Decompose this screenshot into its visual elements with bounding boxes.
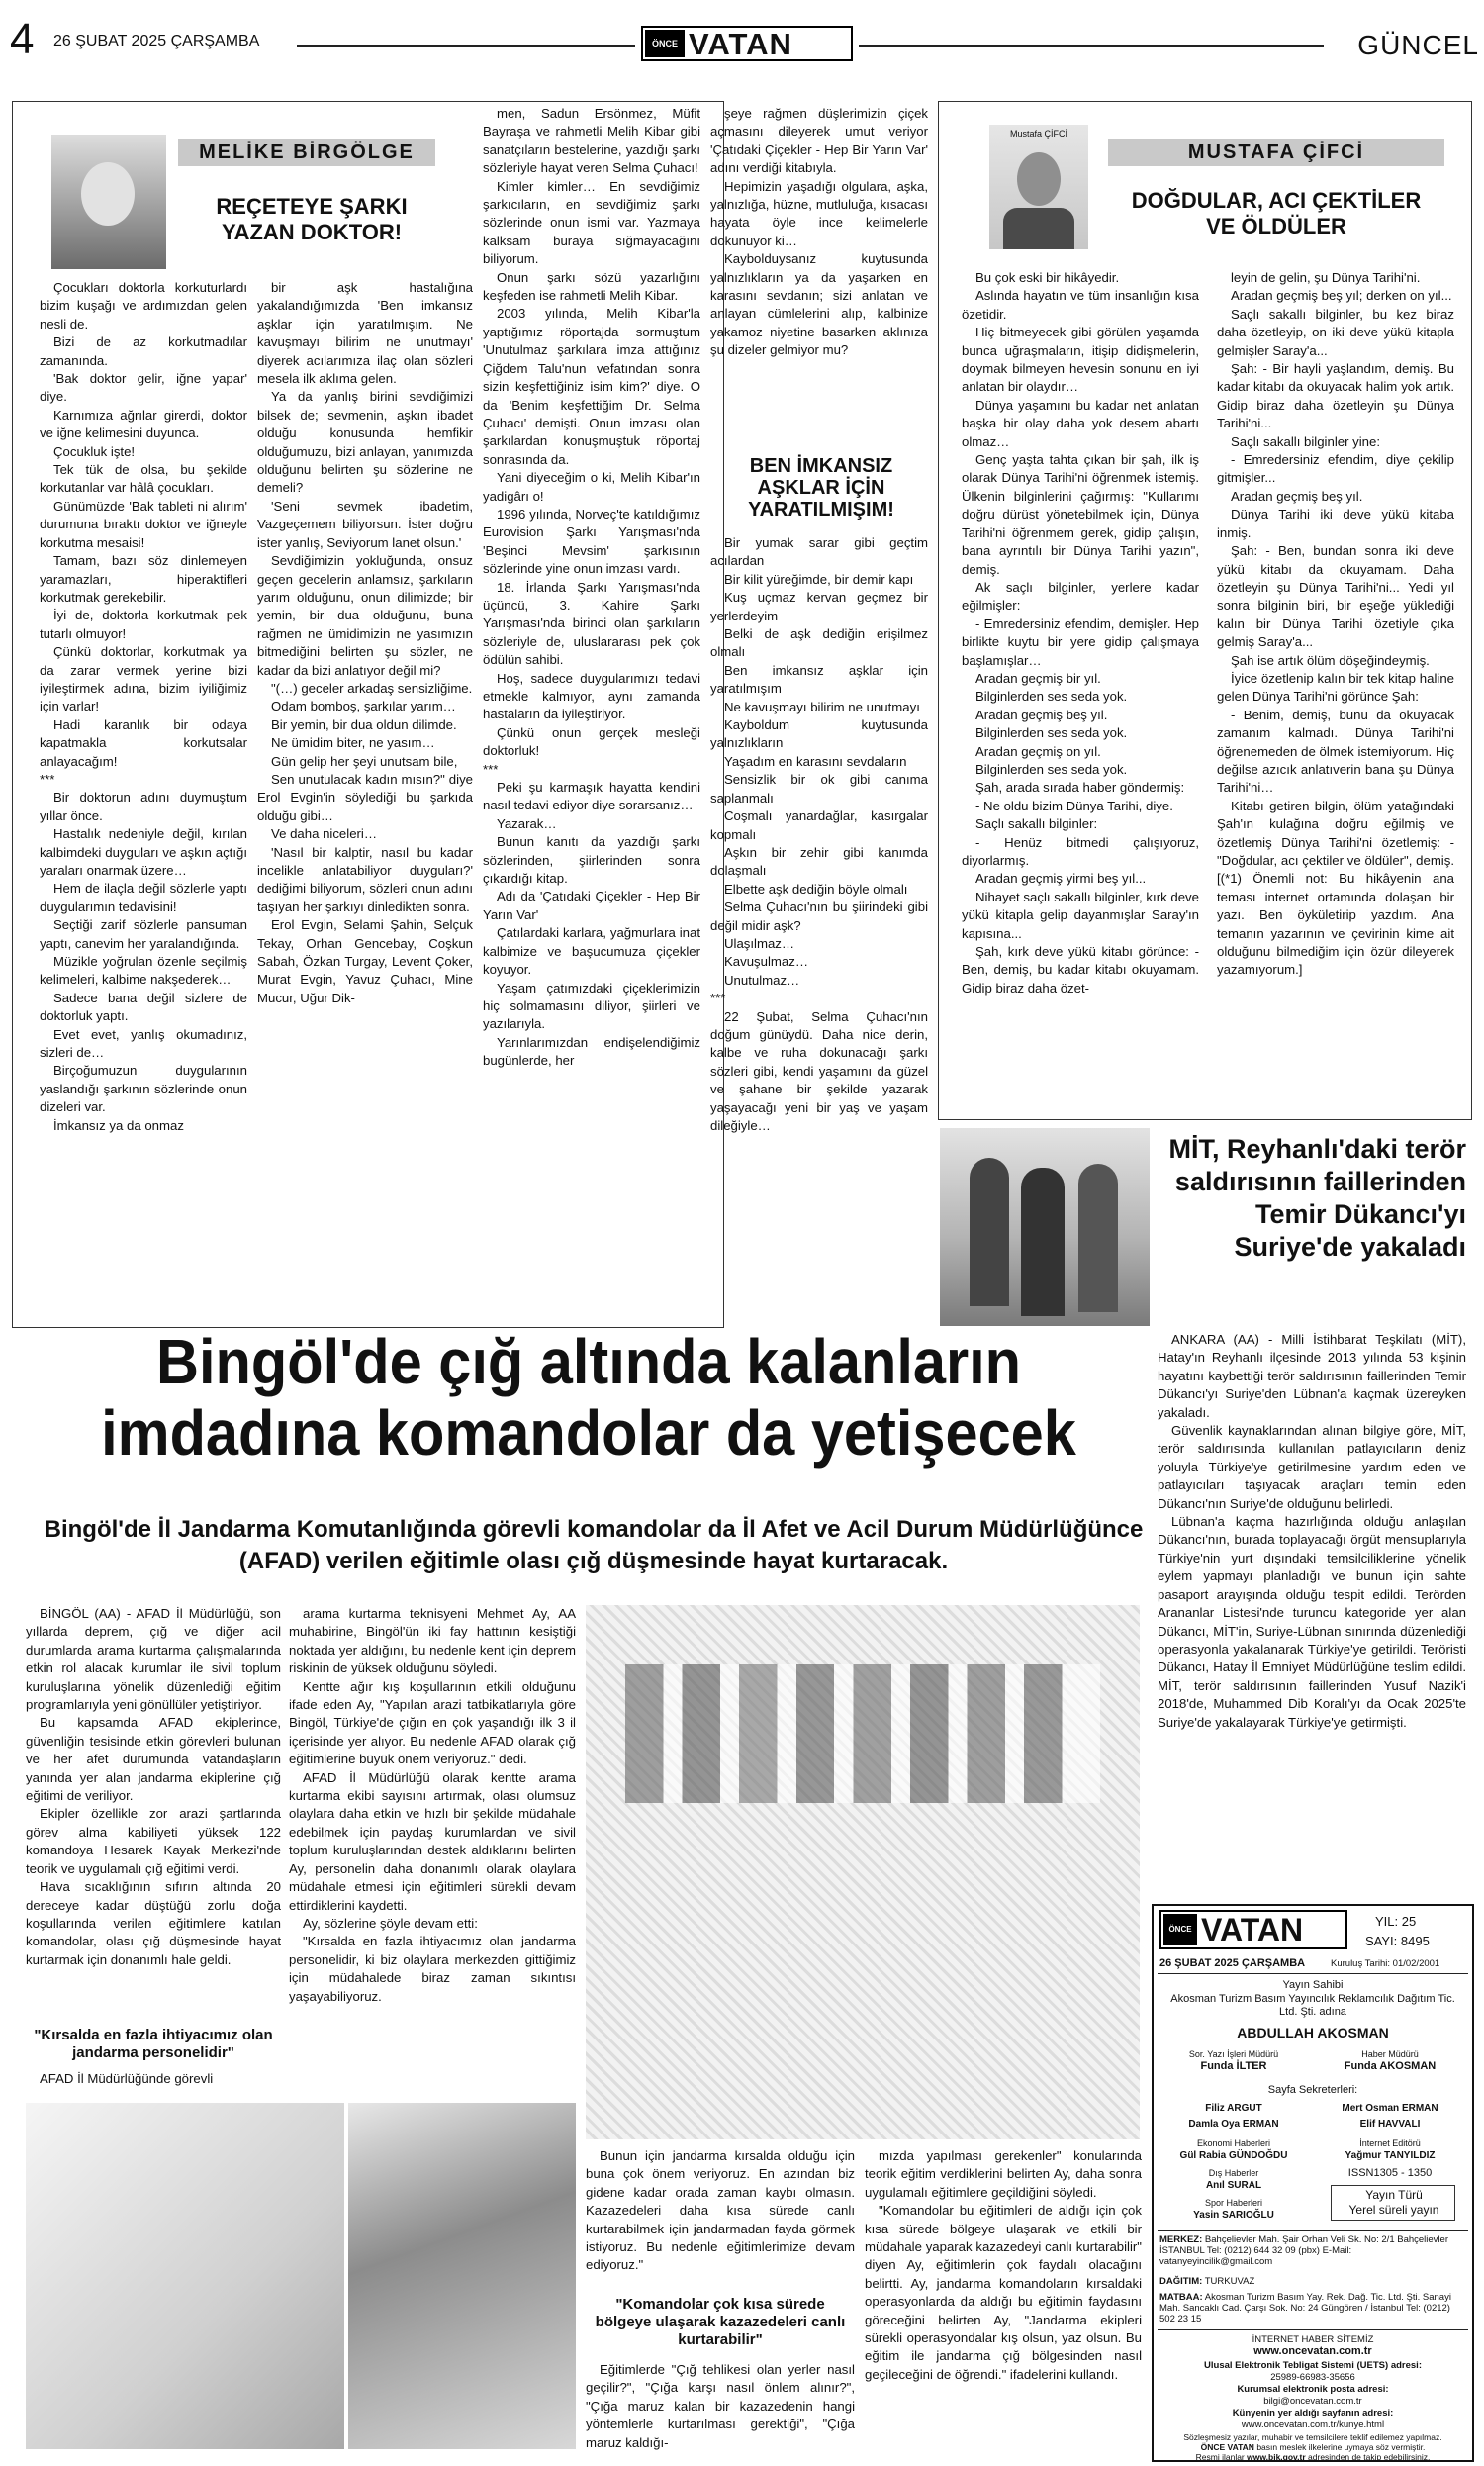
paragraph: Dünya yaşamını bu kadar net anlatan başka bir olay daha yok desem abartı olmaz… <box>962 397 1199 449</box>
melike-text-col4b <box>710 534 928 1321</box>
column-title-melike: REÇETEYE ŞARKI YAZAN DOKTOR! <box>216 194 408 244</box>
paragraph: Birçoğumuzun duygularının yaslandığı şarkının sözlerinde onun dizeleri var. <box>40 1063 247 1115</box>
paragraph: Aradan geçmiş beş yıl. <box>1231 488 1363 504</box>
ads-link[interactable]: www.bik.gov.tr <box>1247 2452 1306 2462</box>
paragraph: Bir yumak sarar gibi geçtim acılardan <box>710 535 928 569</box>
photo-caption: Mustafa ÇİFCİ <box>1009 129 1067 139</box>
paragraph: men, Sadun Ersönmez, Müfit Bayraşa ve rahmetli Melih Kibar gibi sanatçıların bestelerine, yazdığı şarkı sözleriyle hayat veren Selma Çuhacı! <box>483 106 700 176</box>
paragraph: Unutulmaz… <box>724 972 800 988</box>
paragraph: Tamam, bazı söz dinlemeyen yaramazları, hiperaktifleri korkutmak gerekebilir. <box>40 553 247 605</box>
paragraph: 'Nasıl bir kalptir, nasıl bu kadar incelikle anlatabiliyor duyguları?' dediğimi biliyorum, sözleri onun adını taşıyan her şarkıyı dinledikten sonra. <box>257 844 473 914</box>
paragraph: 22 Şubat, Selma Çuhacı'nın doğum günüydü. Daha nice derin, kalbe ve ruha dokunacağı şarkı sözleri gibi, kendi yaşamını da güzel ve şahane bir şekilde yazarak yaşayacağı yeni bir yaş ve yaşam dileğiyle… <box>710 1008 928 1133</box>
ads-note <box>1159 2452 1466 2462</box>
paragraph: Evet evet, yanlış okumadınız, sizleri de… <box>40 1026 247 1061</box>
owner-name: ABDULLAH AKOSMAN <box>1237 2025 1389 2040</box>
mail-label: Kurumsal elektronik posta adresi: <box>1237 2384 1389 2395</box>
issue-date: 26 ŞUBAT 2025 ÇARŞAMBA <box>53 33 260 49</box>
hq-address: Bahçelievler Mah. Şair Orhan Veli Sk. No: 2/1 Bahçelievler İSTANBUL Tel: (0212) 644 32 09 (pbx) E-Mail: vatanyeyincilik@gmail.com <box>1159 2234 1448 2267</box>
paragraph: Sen unutulacak kadın mısın?" diye Erol Evgin'in söylediği bu şarkıda olduğu gibi… <box>257 771 473 823</box>
author-name-mustafa: MUSTAFA ÇİFCİ <box>1108 139 1444 166</box>
paragraph: Kayboldum kuytusunda yalnızlıkların <box>710 717 928 751</box>
author-photo-melike <box>51 135 166 269</box>
bingol-deck: Bingöl'de İl Jandarma Komutanlığında görevli komandolar da İl Afet ve Acil Durum Müdürlüğünce (AFAD) verilen eğitimle olası çığ düşmesinde hayat kurtaracak. <box>44 1516 1144 1574</box>
imprint-date: 26 ŞUBAT 2025 ÇARŞAMBA <box>1159 1957 1306 1969</box>
paragraph: Ne kavuşmayı bilirim ne unutmayı <box>724 699 920 714</box>
melike-text-col3 <box>483 105 700 1322</box>
paragraph: Aşkın bir zehir gibi kanımda dolaşmalı <box>710 844 928 879</box>
mustafa-text-col1 <box>962 269 1199 1110</box>
paragraph: "Kırsalda en fazla ihtiyacımız olan jandarma personelidir, ki biz olaylara merkezden gittiğimiz için müdahalede biraz zaman sıkıntısı yaşayabiliyoruz. <box>289 1934 576 2004</box>
paragraph: 'Seni sevmek ibadetim, Vazgeçemem biliyorsun. İster doğru ister yanlış, Seviyorum lanet olsun.' <box>257 498 473 550</box>
paragraph: - Ne oldu bizim Dünya Tarihi, diye. <box>975 798 1173 813</box>
paragraph: Saçlı sakallı bilginler, bu kez biraz daha özetleyip, on iki deve yükü kitapla gelmişler Saray'a... <box>1217 306 1454 358</box>
paragraph: Kuş uçmaz kervan geçmez bir yerlerdeyim <box>710 590 928 623</box>
paragraph: Aradan geçmiş bir yıl. <box>975 670 1101 686</box>
paragraph: Aslında hayatın ve tüm insanlığın kısa özetidir. <box>962 288 1199 322</box>
header-rule-right <box>859 45 1324 47</box>
paragraph: Müzikle yoğrulan özenle seçilmiş kelimeleri, kalbime nakşederek… <box>40 954 247 988</box>
paragraph: - Benim, demiş, bunu da okuyacak zamanım kalmadı. Dünya Tarihi'ni öğrenemeden de ölmek istemiyorum. Hiç değilse azıcık anlatıverin bana şu Dünya Tarihi'ni… <box>1217 707 1454 796</box>
web-name: Yağmur TANYILDIZ <box>1345 2150 1436 2161</box>
paragraph: Ak saçlı bilginler, yerlere kadar eğilmişler: <box>962 579 1199 614</box>
imprint-issue: SAYI: 8495 <box>1365 1934 1430 1948</box>
author-name-melike: MELİKE BİRGÖLGE <box>178 139 435 166</box>
bingol-headline-1: Bingöl'de çığ altında kalanların <box>155 1326 1022 1397</box>
paragraph: arama kurtarma teknisyeni Mehmet Ay, AA muhabirine, Bingöl'ün iki fay hattının kesiştiği noktada yer aldığını, bu nedenle kent için deprem riskinin de yüksek olduğunu söyledi. <box>289 1606 576 1676</box>
paragraph: Seçtiği zarif sözlerle pansuman yaptı, canevim her yaralandığında. <box>40 917 247 951</box>
avalanche-photo-middle <box>348 2103 576 2449</box>
logo-text: VATAN <box>1201 1912 1304 1947</box>
paragraph: Yazarak… <box>497 815 557 831</box>
foreign-name: Anıl SURAL <box>1205 2180 1262 2191</box>
paragraph: - Emredersiniz efendim, demişler. Hep birlikte kuytu bir yere gidip çalışmaya başlamışlar… <box>962 616 1199 668</box>
paragraph: Sensizlik bir ok gibi canıma saplanmalı <box>710 772 928 806</box>
paragraph: Aradan geçmiş on yıl. <box>975 743 1101 759</box>
foreign-label: Dış Haberler <box>1208 2168 1259 2178</box>
paragraph: Dünya Tarihi iki deve yükü kitaba inmiş. <box>1217 507 1454 540</box>
paragraph: Yani diyeceğim o ki, Melih Kibar'ın yadigârı o! <box>483 470 700 504</box>
bingol-text-col1b <box>26 2070 281 2092</box>
paragraph: AFAD İl Müdürlüğü olarak kentte arama kurtarma ekibi sayısını artırmak, olası olumsuz olaylara daha etkin ve hızlı bir şekilde müdahale edebilmek için paydaş kurumlardan ve sivil toplum kuruluşlarından destek aldıklarını belirten Ay, personelin daha donanımlı olarak olaylara müdahale etmesi için eğitimleri sürekli devam ettirdiklerini kaydetti. <box>289 1769 576 1913</box>
print-block <box>1159 2292 1466 2324</box>
imprint-page-link[interactable]: www.oncevatan.com.tr/kunye.html <box>1241 2419 1385 2430</box>
paragraph: Ekipler özellikle zor arazi şartlarında görev alma kabiliyeti yüksek 122 komandoya Hesarek Kayak Merkezi'nde teorik ve uygulamalı çığ eğitimi verdi. <box>26 1806 281 1876</box>
paragraph: leyin de gelin, şu Dünya Tarihi'ni. <box>1231 270 1421 285</box>
person-silhouette <box>1021 1168 1065 1316</box>
paragraph: 2003 yılında, Melih Kibar'la yaptığımız röportajda sormuştum 'Unutulmaz şarkılara imza attığınız Çiğdem Talu'nun vefatından sonra sizin keşfettiğiniz isim kim?' diye. O da 'Benim keşfettiğim Dr. Selma Çuhacı' demişti. Onun imzası olan şarkılardan konuşmuştuk röportaj sonrasında da. <box>483 306 700 467</box>
owner-label: Yayın Sahibi <box>1282 1979 1344 1991</box>
paragraph: Ve daha niceleri… <box>271 826 378 842</box>
paragraph: Peki şu karmaşık hayatta kendini nasıl tedavi ediyor diye sorarsanız… <box>483 780 700 813</box>
site-label: İNTERNET HABER SİTEMİZ <box>1252 2334 1374 2345</box>
paragraph: Güvenlik kaynaklarından alınan bilgiye göre, MİT, terör saldırısında kullanılan patlayıcıların deniz yoluyla Türkiye'ye getirilmesine yardım eden ve patlayıcıları taşıyacak araçları temin eden Dükancı'nın Suriye'de olduğunu belirledi. <box>1158 1423 1466 1511</box>
paragraph: "Komandolar bu eğitimleri de aldığı için çok kısa sürede bölgeye ulaşarak ve etkili bir müdahale yaparak kazazedeyi canlı kurtarabilir" diyen Ay, eğitimlerin çok faydalı olacağını belirtti. Ay, jandarma komandoların kırsaldaki operasyonlarda da aldığı bu eğitimin faydasını göreceğini belirten Ay, "Jandarma ekipleri sürekli operasyondalar kış olsun, yaz olsun. Bu eğitim ile jandarma çığ bölgesinden nasıl geçileceğini de öğrendi." ifadelerini kullandı. <box>865 2203 1142 2382</box>
paragraph: ANKARA (AA) - Milli İstihbarat Teşkilatı (MİT), Hatay'ın Reyhanlı ilçesinde 2013 yılında 53 kişinin hayatını kaybettiği terör saldırısının faillerinden Temir Dükancı'yı Suriye'den Lübnan'a kaçmak üzereyken yakaladı. <box>1158 1332 1466 1420</box>
paragraph: Aradan geçmiş beş yıl; derken on yıl... <box>1231 288 1452 304</box>
subheading-komandolar: "Komandolar çok kısa sürede bölgeye ulaşarak kazazedeleri canlı kurtarabilir" <box>595 2296 846 2348</box>
uets-value: 25989-66983-35656 <box>1270 2372 1355 2383</box>
sport-label: Spor Haberleri <box>1204 2198 1263 2208</box>
paragraph: Bir kilit yüreğimde, bir demir kapı <box>724 571 914 587</box>
hq-block <box>1159 2234 1466 2267</box>
imprint-year: YIL: 25 <box>1375 1914 1417 1929</box>
author-photo-mustafa <box>989 125 1088 249</box>
secretary-3: Damla Oya ERMAN <box>1188 2119 1279 2130</box>
secretary-2: Mert Osman ERMAN <box>1342 2103 1438 2114</box>
paragraph: Aradan geçmiş beş yıl. <box>975 707 1108 722</box>
paragraph: Hiç bitmeyecek gibi görülen yaşamda bunca uğraşmaların, itişip didişmelerin, doymak bilmeyen hevesin sonunu en iyi anlatan bir olaydır… <box>962 325 1199 395</box>
paragraph: Bizi de az korkutmadılar zamanında. <box>40 334 247 368</box>
paragraph: Yaşadım en karasını sevdaların <box>724 753 907 769</box>
paragraph: Kitabı getiren bilgin, ölüm yatağındaki Şah'ın kulağına doğru eğilmiş ve özetlemiş Dünya Tarihi'ni özetlemiş: - "Doğdular, acı çektiler ve öldüler", demiş. [(*1) Önemli not: Bu hikâyenin ana teması internet ortamında dolaşan bir yazı. Ben öykületirip yazdım. Ana temanın yazarının ve çevirinin kime ait olduğunu bilmediğim için özür dileyerek yazamıyorum.] <box>1217 798 1454 978</box>
dist-value: TURKUVAZ <box>1204 2276 1255 2287</box>
ethics-text: basın meslek ilkelerine uymaya söz vermiştir. <box>1256 2442 1426 2452</box>
economy-name: Gül Rabia GÜNDOĞDU <box>1179 2150 1288 2161</box>
paragraph: Şah: - Ben, bundan sonra iki deve yükü kitabı da okuyamam. Daha özetleyin şu Dünya Tarihi'ni... Yedi yıl sonra bilginin biri, bir eşeğe yüklediği kalın bir Dünya Tarihi özetiyle çıka gelmiş Saray'a... <box>1217 543 1454 650</box>
paragraph: Çocukları doktorla korkuturlardı bizim kuşağı ve ardımızdan gelen nesli de. <box>40 280 247 332</box>
paragraph: Hepimizin yaşadığı olgulara, aşka, yalnızlığa, hüzne, mutluluğa, kısacası hayata öyle ince kelimelerle dokunuyor ki… <box>710 178 928 248</box>
paragraph: Bu çok eski bir hikâyedir. <box>975 270 1120 285</box>
paragraph: 18. İrlanda Şarkı Yarışması'nda üçüncü, 3. Kahire Şarkı Yarışması'nda birinci olan şarkıların sözleriyle de, uluslararası pek çok ödülün sahibi. <box>483 579 700 668</box>
paragraph: Aradan geçmiş yirmi beş yıl... <box>975 871 1147 887</box>
paragraph: - Henüz bitmedi çalışıyoruz, diyorlarmış. <box>962 834 1199 868</box>
paragraph: Bilginlerden ses seda yok. <box>975 725 1128 741</box>
mit-photo <box>940 1128 1150 1326</box>
paragraph: İmkansız ya da onmaz <box>53 1117 184 1133</box>
paragraph: Şah ise artık ölüm döşeğindeymiş. <box>1231 652 1430 668</box>
avalanche-photo-main <box>586 1605 1140 2139</box>
melike-text-col2 <box>257 279 473 1318</box>
imprint-rule <box>1158 1973 1468 1974</box>
web-label: İnternet Editörü <box>1359 2138 1421 2148</box>
ads-pre: Resmi ilanlar <box>1195 2452 1245 2462</box>
paragraph: Saçlı sakallı bilginler yine: <box>1231 433 1380 449</box>
paragraph: Şah, arada sırada haber göndermiş: <box>975 780 1185 796</box>
paragraph: Hava sıcaklığının sıfırın altında 20 dereceye kadar düştüğü zorlu doğa koşullarında verilen eğitimlere katılan komandolar, olası çığ düşmesinde hayat kurtarmak için donanımlı hale geldi. <box>26 1879 281 1967</box>
paragraph: Eğitimlerde "Çığ tehlikesi olan yerler nasıl geçilir?", "Çığa karşı nasıl önlem alınır?", "Çığa maruz kalan bir kazazedenin hangi yöntemlerle kurtarılması gerektiği", "Çığa maruz kaldığı- <box>586 2362 855 2450</box>
subheading-kirsal: "Kırsalda en fazla ihtiyacımız olan jandarma personelidir" <box>34 2027 273 2061</box>
site-link[interactable]: www.oncevatan.com.tr <box>1253 2345 1372 2357</box>
paragraph: Hadi karanlık bir odaya kapatmakla korkutsalar anlayacağım! <box>40 716 247 769</box>
bingol-headline-2: imdadına komandolar da yetişecek <box>101 1397 1076 1469</box>
imprint-rule-2 <box>1158 2230 1468 2231</box>
news-editor-name: Funda AKOSMAN <box>1344 2060 1437 2072</box>
paragraph: İyi de, doktorla korkutmak pek tutarlı olmuyor! <box>40 608 247 641</box>
paragraph: Çünkü onun gerçek mesleği doktorluk! <box>483 724 700 759</box>
mail-link[interactable]: bilgi@oncevatan.com.tr <box>1263 2396 1362 2407</box>
paragraph: Bir doktorun adını duymuştum yıllar önce. <box>40 790 247 823</box>
paragraph: Kavuşulmaz… <box>724 954 809 970</box>
paragraph: Erol Evgin, Selami Şahin, Selçuk Tekay, Orhan Gencebay, Coşkun Sabah, Özkan Turgay, Levent Çoker, Murat Evgin, Yavuz Çuhacı, Mine Mucur, Uğur Dik- <box>257 917 473 1005</box>
paragraph: mızda yapılması gerekenler" konularında teorik eğitim verdiklerini belirten Ay, daha sonra uygulamalı eğitimlere geçildiğini söyledi. <box>865 2148 1142 2200</box>
melike-text-col4a <box>710 105 928 446</box>
secretaries-label: Sayfa Sekreterleri: <box>1267 2084 1358 2096</box>
face <box>1017 152 1061 206</box>
paragraph: Bunun için jandarma kırsalda olduğu için buna çok önem veriyoruz. En azından biz gidene kadar orada zaman kaybı olmasın. Kazazedeleri daha kısa sürede canlı kurtarabilmek için jandarmadan fayda görmek istiyoruz. Bu nedenle eğitimlerimize devam ediyoruz." <box>586 2148 855 2273</box>
publication-type-value: Yerel süreli yayın <box>1348 2203 1439 2217</box>
news-editor-label: Haber Müdürü <box>1361 2049 1419 2059</box>
paragraph: Selma Çuhacı'nın bu şiirindeki gibi değil midir aşk? <box>710 900 928 933</box>
face <box>81 162 135 226</box>
header-rule-left <box>297 45 635 47</box>
person-silhouette <box>1078 1164 1118 1312</box>
ethics-brand: ÖNCE VATAN <box>1200 2442 1254 2452</box>
paragraph: Kentte ağır kış koşullarının etkili olduğunu ifade eden Ay, "Yapılan arazi tatbikatlarıyla göre Bingöl, Türkiye'de çığın en çok yaşandığı ilk 3 il içerisinde yer alıyor. Bu nedenle AFAD olarak çığ eğitimlerine büyük önem veriyoruz." dedi. <box>289 1678 576 1767</box>
mustafa-text-col2 <box>1217 269 1454 1110</box>
logo-badge: ÖNCE <box>1163 1914 1197 1945</box>
avalanche-photo-left <box>26 2103 344 2449</box>
paragraph: Odam bomboş, şarkılar yarım… <box>271 699 456 714</box>
mit-headline: MİT, Reyhanlı'daki terör saldırısının faillerinden Temir Dükancı'yı Suriye'de yakaladı <box>1168 1134 1466 1262</box>
print-label: MATBAA: <box>1159 2292 1203 2303</box>
paragraph: Sevdiğimizin yokluğunda, onsuz geçen gecelerin anlamsız, şarkıların yarım olduğunu, onun dilimizde; bir yemin, bir dua olduğunu, buna rağmen ne ümidimizin ne yasımızın bitmediğini belirten şu sözler, ne kadar da bizi anlatıyor değil mi? <box>257 553 473 678</box>
dist-label: DAĞITIM: <box>1159 2276 1203 2287</box>
subheading-imkansiz: BEN İMKANSIZ AŞKLAR İÇİN YARATILMIŞIM! <box>748 455 894 521</box>
secretary-4: Elif HAVVALI <box>1359 2119 1421 2130</box>
imprint-logo <box>1159 1910 1347 1949</box>
masthead-logo <box>641 26 853 61</box>
paragraph: Çatılardaki karlara, yağmurlara inat kalbimize ve başucumuza çiçekler koyuyor. <box>483 925 700 978</box>
paragraph: Bir yemin, bir dua oldun dilimde. <box>271 716 457 732</box>
imprint-rule-3 <box>1158 2329 1468 2330</box>
paragraph: Ya da yanlış birini sevdiğimizi bilsek de; sevmenin, aşkın ibadet olduğu konusunda hemfikir olduğumuzu, bizi anlayan, yanımızda olduğunu belirten şu sözlerine ne demeli? <box>257 389 473 496</box>
bingol-text-col1 <box>26 1605 281 1967</box>
ethics-note: Sözleşmesiz yazılar, muhabir ve temsilcilere teklif edilemez yapılmaz. <box>1183 2432 1442 2442</box>
ethics-note-2 <box>1159 2442 1466 2452</box>
bingol-text-col2 <box>289 1605 576 2092</box>
paragraph: Hastalık nedeniyle değil, kırılan kalbimdeki duyguları ve aşkın açtığı yaraları onarmak üzere… <box>40 826 247 878</box>
paragraph: Yarınlarımızdan endişelendiğimiz bugünlerde, her <box>483 1034 700 1069</box>
mit-text <box>1158 1331 1466 1895</box>
paragraph: Tek tük de olsa, bu şekilde korkutanlar var hâlâ çocukları. <box>40 462 247 496</box>
hq-label: MERKEZ: <box>1159 2234 1203 2245</box>
secretary-1: Filiz ARGUT <box>1205 2103 1262 2114</box>
paragraph: Şah, kırk deve yükü kitabı görünce: -Ben, demiş, bu kadar kitabı okuyamam. Gidip biraz daha özet- <box>962 944 1199 996</box>
paragraph: *** <box>40 771 55 787</box>
paragraph: Ulaşılmaz… <box>724 935 795 951</box>
bingol-text-col3 <box>586 2147 855 2286</box>
person-silhouette <box>970 1158 1009 1306</box>
publication-type: Yayın Türü <box>1365 2188 1423 2202</box>
paragraph: - Emredersiniz efendim, diye çekilip gitmişler... <box>1217 452 1454 486</box>
editor-name: Funda İLTER <box>1200 2060 1267 2072</box>
paragraph: "(…) geceler arkadaş sensizliğime. <box>271 680 473 696</box>
paragraph: Bilginlerden ses seda yok. <box>975 761 1128 777</box>
page-number: 4 <box>10 15 35 63</box>
paragraph: Çünkü doktorlar, korkutmak ya da zarar vermek yerine bizi iyileştirmek adına, bizim iyiliğimiz için varlar! <box>40 644 247 714</box>
paragraph: AFAD İl Müdürlüğünde görevli <box>40 2071 214 2086</box>
logo-badge: ÖNCE <box>645 30 685 57</box>
paragraph: Hoş, sadece duygularımızı tedavi etmekle kalmıyor, aynı zamanda hastaların da iyileştiriyor. <box>483 670 700 722</box>
paragraph: Lübnan'a kaçma hazırlığında olduğu anlaşılan Dükancı'nın, burada toplayacağı örgüt mensuplarıyla Türkiye'nin yurt dışındaki temsilciliklerine yönelik eylem yapmayı planladığı ve bunun için sahte pasaport arayışında olduğu tespit edildi. Terörden Arananlar Listesi'nde turuncu kategoride yer alan Dükancı, MİT'in, Suriye-Lübnan sınırında düzenlediği operasyonla yakalanarak Türkiye'ye getirildi. Teröristi Dükancı, Hatay İl Emniyet Müdürlüğüne teslim edildi. MİT, terör saldırısının faillerinden Yusuf Nazik'i 2018'de, Muhammed Dib Koralı'yı da Ocak 2025'te Suriye'de yakalayarak Türkiye'ye getirmişti. <box>1158 1514 1466 1730</box>
soldiers-in-snow <box>625 1664 1100 1803</box>
paragraph: Bunun kanıtı da yazdığı şarkı sözlerinden, şiirlerinden sonra çıkardığı kitap. <box>483 834 700 887</box>
paragraph: Günümüzde 'Bak tableti ni alırım' durumuna bıraktı doktor ve iğneyle korkutma mesaisi! <box>40 498 247 550</box>
editor-label: Sor. Yazı İşleri Müdürü <box>1188 2049 1279 2059</box>
print-address: Akosman Turizm Basım Yay. Rek. Dağ. Tic. Ltd. Şti. Sanayi Mah. Sancaklı Cad. Çarşı Sok. No: 24 Güngören / İstanbul Tel: (0212) 502 23 15 <box>1159 2292 1451 2324</box>
publication-type-box <box>1331 2185 1455 2221</box>
paragraph: Onun şarkı sözü yazarlığını keşfeden ise rahmetli Melih Kibar. <box>483 269 700 304</box>
paragraph: Yaşam çatımızdaki çiçeklerimizin hiç solmamasını diliyor, şiirleri ve yazılarıyla. <box>483 980 700 1032</box>
paragraph: Kimler kimler… En sevdiğimiz şarkıcıların, en sevdiğimiz şarkı sözlerinde onun ismi var. Yazmaya kalksam buraya sığmayacağını biliyorum. <box>483 178 700 267</box>
paragraph: Karnımıza ağrılar girerdi, doktor ve iğne kelimesini duyunca. <box>40 407 247 441</box>
paragraph: Hem de ilaçla değil sözlerle yaptı duygularımın tedavisini! <box>40 881 247 914</box>
paragraph: Genç yaşta tahta çıkan bir şah, ilk iş olarak Dünya Tarihi'ni öğrenmek istemiş. Ülkenin bilginlerini çağırmış: "Kullarımı doğru dürüst yönetebilmek için, Dünya Tarihi'ni öğrenmem gerek, gidip çalışın, bana ayrıntılı bir Dünya Tarihi yazın", demiş. <box>962 452 1199 577</box>
imprint-founded: Kuruluş Tarihi: 01/02/2001 <box>1331 1958 1440 1969</box>
paragraph: *** <box>710 991 726 1006</box>
paragraph: 'Bak doktor gelir, iğne yapar' diye. <box>40 371 247 405</box>
paragraph: Nihayet saçlı sakallı bilginler, kırk deve yükü kitapla gelip dayanmışlar Saray'ın kapısına... <box>962 889 1199 941</box>
paragraph: İyice özetlenip kalın bir tek kitap haline gelen Dünya Tarihi'ni görünce Şah: <box>1217 670 1454 705</box>
paragraph: Kaybolduysanız kuytusunda yalnızlıkların ya da yaşarken en karasını sevdanın; sizi anlatan ve anlayan cümlelerini alıp, kalbinize yakamoz niyetine basarken aklınıza şu dizeler gelmiyor mu? <box>710 251 928 358</box>
sport-name: Yasin SARIOĞLU <box>1193 2210 1274 2221</box>
paragraph: 1996 yılında, Norveç'te katıldığımız Eurovision Şarkı Yarışması'nda 'Beşinci Mevsim' şarkısının sözlerinde yine onun imzası vardı. <box>483 506 700 577</box>
paragraph: Ne ümidim biter, ne yasım… <box>271 735 435 751</box>
melike-text-col1 <box>40 279 247 1318</box>
dist-block <box>1159 2276 1466 2287</box>
economy-label: Ekonomi Haberleri <box>1196 2138 1271 2148</box>
uets-label: Ulusal Elektronik Tebligat Sistemi (UETS) adresi: <box>1204 2360 1422 2371</box>
paragraph: Çocukluk işte! <box>53 443 136 459</box>
bingol-text-col4 <box>865 2147 1142 2456</box>
paragraph: Bilginlerden ses seda yok. <box>975 689 1128 705</box>
paragraph: Saçlı sakallı bilginler: <box>975 816 1098 832</box>
issn: ISSN1305 - 1350 <box>1347 2167 1433 2179</box>
paragraph: Adı da 'Çatıdaki Çiçekler - Hep Bir Yarın Var' <box>483 889 700 922</box>
section-name: GÜNCEL <box>1357 30 1479 60</box>
paragraph: Gün gelip her şeyi unutsam bile, <box>271 753 458 769</box>
paragraph: *** <box>483 761 499 777</box>
imprint-page-label: Künyenin yer aldığı sayfanın adresi: <box>1232 2408 1394 2419</box>
paragraph: Ay, sözlerine şöyle devam etti: <box>303 1915 478 1931</box>
bingol-text-col3b <box>586 2361 855 2456</box>
paragraph: Elbette aşk dediğin böyle olmalı <box>724 881 908 897</box>
paragraph: Bu kapsamda AFAD ekiplerince, güvenliğin tesisinde etkin görevleri bulunan ve her afet durumunda vatandaşların yanında yer alan jandarma ekiplerine çığ eğitimi de veriliyor. <box>26 1715 281 1804</box>
paragraph: Sadece bana değil sizlere de doktorluk yaptı. <box>40 990 247 1024</box>
paragraph: Ben imkansız aşklar için yaratılmışım <box>710 662 928 697</box>
paragraph: Coşmalı yanardağlar, kasırgalar kopmalı <box>710 808 928 842</box>
paragraph: BİNGÖL (AA) - AFAD İl Müdürlüğü, son yıllarda deprem, çığ ve diğer acil durumlarda arama kurtarma çalışmalarında etkin rol alacak kurumlar ile sivil toplum kuruluşlarına yönelik düzenlediği eğitim programlarıyla yeni gönüllüler yetiştiriyor. <box>26 1606 281 1713</box>
paragraph: bir aşk hastalığına yakalandığımızda 'Ben imkansız aşklar için yaratılmışım. Ne kavuşmayı bilirim ne unutmayı' diyerek acılarımıza ilaç olan sözleri mesela ilk aklıma gelen. <box>257 280 473 387</box>
paragraph: Şah: - Bir hayli yaşlandım, demiş. Bu kadar kitabı da okuyacak halim yok artık. Gidip biraz daha özetleyin şu Dünya Tarihi'ni... <box>1217 361 1454 431</box>
owner-company: Akosman Turizm Basım Yayıncılık Reklamcılık Dağıtım Tic. Ltd. Şti. adına <box>1170 1993 1455 2018</box>
logo-text: VATAN <box>689 27 792 61</box>
paragraph: şeye rağmen düşlerimizin çiçek açmasını dileyerek umut veriyor 'Çatıdaki Çiçekler - Hep Bir Yarın Var' adını verdiği kitabıyla. <box>710 106 928 176</box>
column-title-mustafa: DOĞDULAR, ACI ÇEKTİLER VE ÖLDÜLER <box>1131 188 1422 238</box>
suit <box>1003 208 1074 249</box>
paragraph: Belki de aşk dediğin erişilmez olmalı <box>710 626 928 660</box>
ads-post: adresinden de takip edebilirsiniz. <box>1308 2452 1431 2462</box>
